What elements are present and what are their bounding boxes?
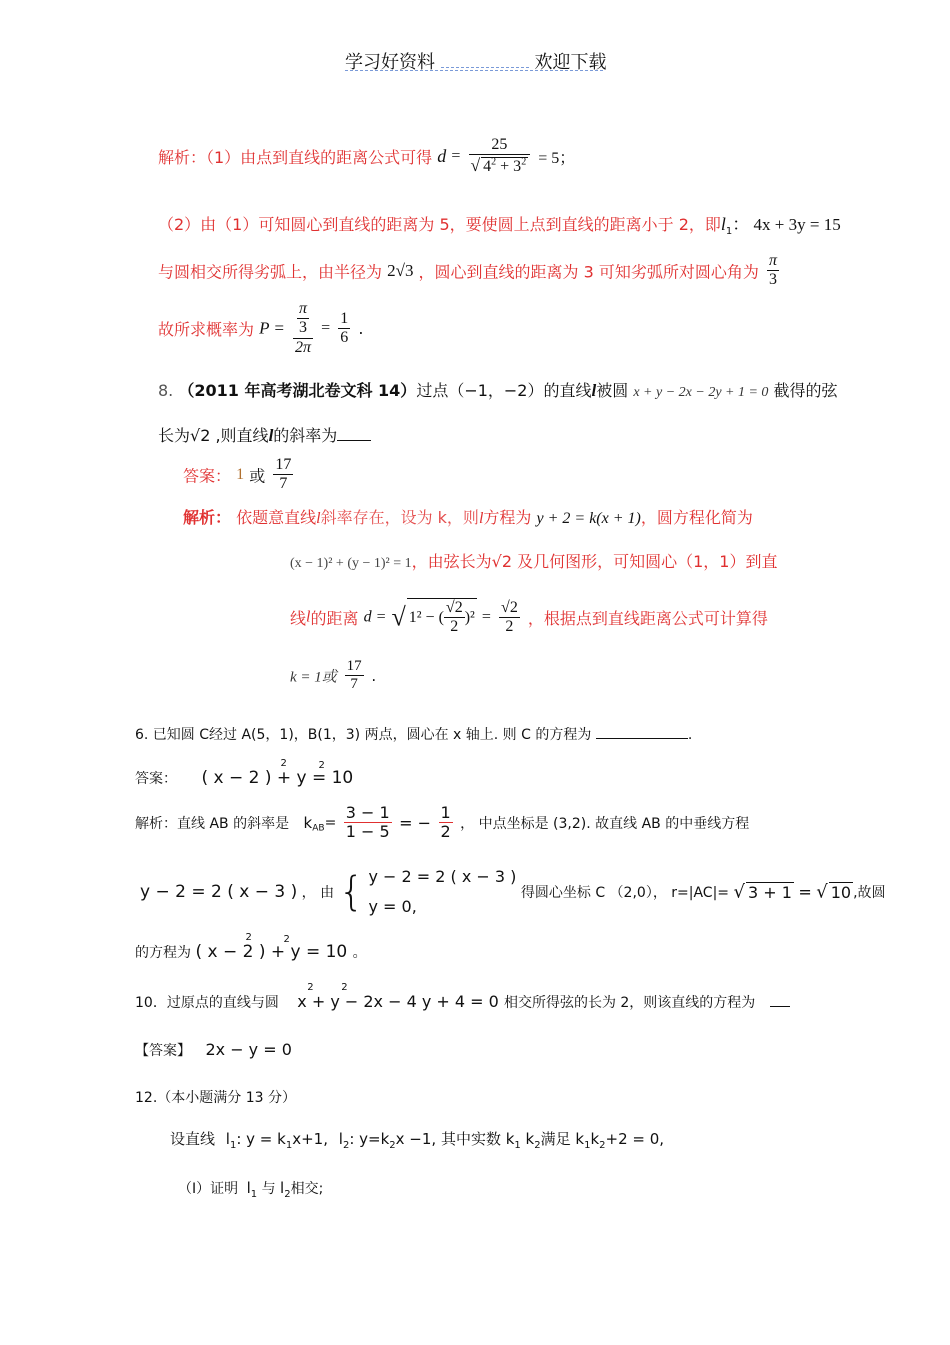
answer-blank [337, 424, 371, 441]
q10-answer: 【答案】 2x − y = 0 [135, 1040, 292, 1059]
header-right: 欢迎下载 [534, 52, 607, 73]
sol-a-line2: （2）由（1）可知圆心到直线的距离为 5，要使圆上点到直线的距离小于 2，即$l_1$： 4x + 3y = 15 [158, 214, 841, 238]
q6-question: 6. 已知圆 C经过 A(5，1)，B(1，3) 两点，圆心在 x 轴上. 则 C 的方程为 . [135, 724, 692, 744]
q8-exp-line3: 线l的距离 d = √ 1² − ( $\frac{√2}{2}$ )² = $\frac{√2}{2}$ ，根据点到直线距离公式可计算得 [290, 598, 768, 636]
distance-fraction: $\frac{25}{√ 4^2 + 3^2}$ [469, 136, 531, 177]
header-dash [441, 53, 529, 68]
q10-question: 10．过原点的直线与圆 x + y − 2x − 4 y + 4 = 0 2 2 相交所得弦的长为 2，则该直线的方程为 [135, 992, 790, 1012]
q6-answer-equation: ( x − 2 ) + y = 10 2 2 [201, 758, 354, 788]
sol-a-line3: 与圆相交所得劣弧上，由半径为 2√3 ，圆心到直线的距离为 3 可知劣弧所对圆心角为 $\frac{\pi}{3}$ [158, 252, 778, 289]
sol-a-line1: 解析：（1）由点到直线的距离公式可得 d = $\frac{25}{√ 4^2 + 3^2}$ = 5； [158, 136, 576, 176]
q12-title: 12.（本小题满分 13 分） [135, 1090, 296, 1106]
header-left: 学习好资料 [345, 52, 435, 73]
probability-fraction: $\frac{\frac{\pi}{3}}{2\pi}$ [295, 300, 312, 356]
q8-answer: 答案： 1 或 $\frac{17}{7}$ [183, 456, 292, 493]
q6-answer-blank [596, 724, 688, 739]
sol-a-line4: 故所求概率为 P = $\frac{\frac{\pi}{3}}{2\pi}$ = $\frac{1}{6}$ . [158, 300, 364, 356]
q8-line1: 8. （2011 年高考湖北卷文科 14）过点（−1，−2）的直线l被圆 x + y − 2x − 2y + 1 = 0 截得的弦 [158, 381, 838, 400]
q6-exp-line2: y − 2 = 2 ( x − 3 ) ， 由 { y − 2 = 2 ( x − 3 ) y = 0, 得圆心坐标 C （2,0）， r=|AC|= √ 3 + 1 = √ 10 ,故圆 [140, 862, 886, 922]
q6-final: 的方程为 ( x − 2 ) + y = 10 2 2 。 [135, 932, 367, 962]
q8-line2: 长为√2 ,则直线l的斜率为 [158, 423, 371, 446]
q6-answer: 答案： ( x − 2 ) + y = 10 2 2 [135, 758, 354, 788]
q6-exp-line1: 解析：直线 AB 的斜率是 $k_{AB}=$ $\frac{3 - 1}{1 - 5}$ = − $\frac{1}{2}$ ， 中点坐标是 (3,2). 故直线 AB 的中垂线方程 [135, 803, 750, 842]
q8-exp-line4: k = 1或 $\frac{17}{7}$ . [290, 658, 377, 693]
q10-answer-blank [770, 992, 790, 1007]
system-brace: { [338, 869, 365, 915]
q12-premise: 设直线 $l_1$: $y = k_1x+1$, $l_2$: $y=k_2x -1$, 其中实数 $k_1$ $k_2$满足 $k_1k_2+2 = 0$, [170, 1130, 665, 1151]
q8-exp-line1: 解析： 依题意直线l斜率存在，设为 k，则l方程为 y + 2 = k(x + 1)，圆方程化简为 [183, 508, 753, 527]
header-underline [345, 70, 603, 71]
q12-part1: （Ⅰ）证明 $l_1$ 与 $l_2$相交; [178, 1179, 324, 1200]
equation-system: y − 2 = 2 ( x − 3 ) y = 0, [368, 867, 517, 916]
q8-exp-line2: (x − 1)² + (y − 1)² = 1，由弦长为√2 及几何图形，可知圆心（1，1）到直 [290, 552, 778, 571]
